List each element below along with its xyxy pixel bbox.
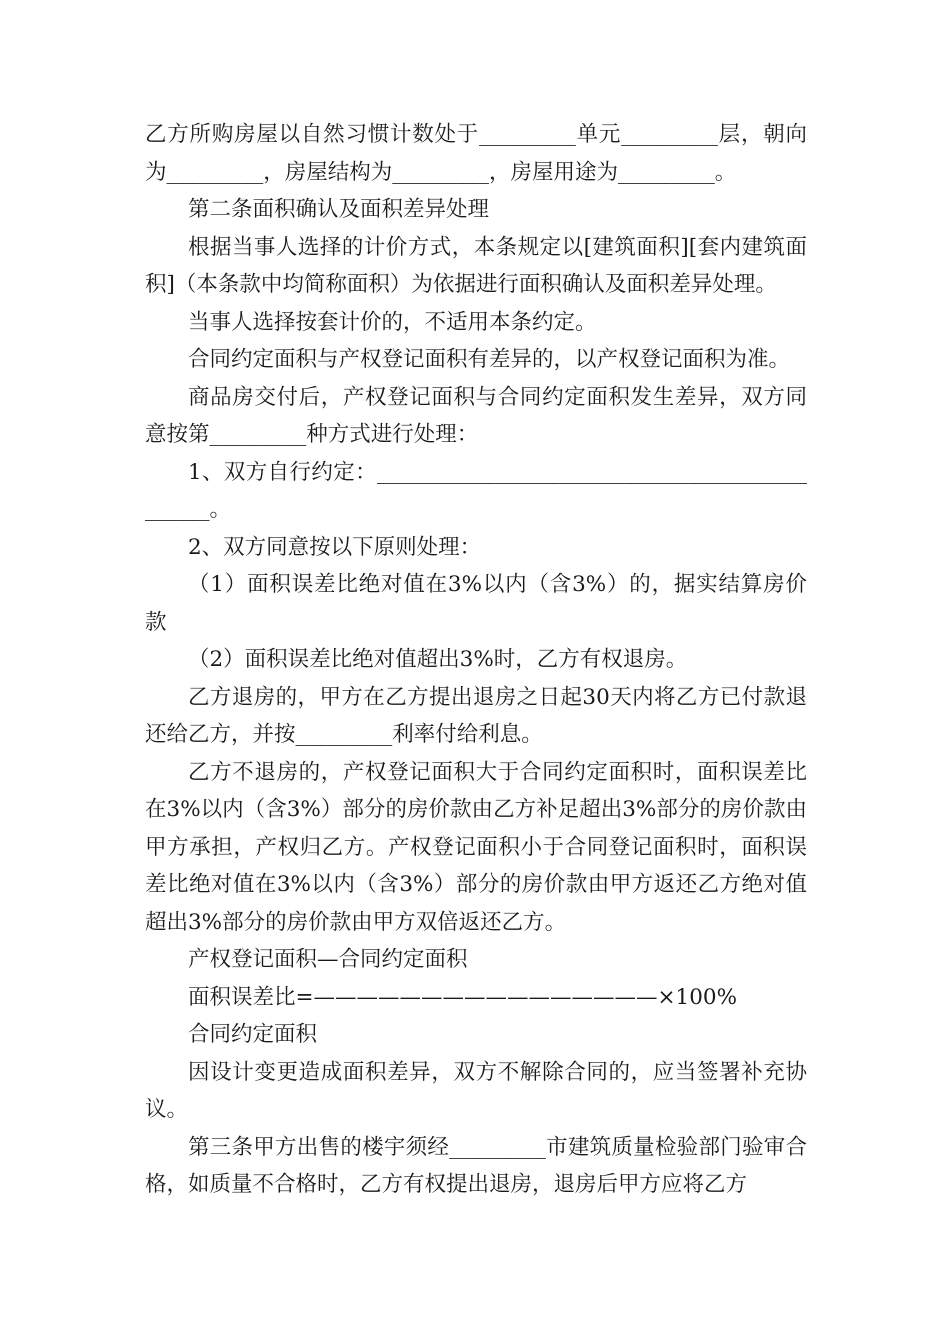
formula-numerator: 产权登记面积—合同约定面积 [188, 947, 468, 972]
paragraph-option-2: 2、双方同意按以下原则处理： [188, 534, 482, 560]
paragraph-refund: 乙方退房的，甲方在乙方提出退房之日起30天内将乙方已付款退还给乙方，并按_________利率付给利息。 [145, 684, 807, 747]
document-page [145, 116, 807, 1204]
paragraph-pricing-basis: 根据当事人选择的计价方式，本条规定以[建筑面积][套内建筑面积]（本条款中均简称面积）为依据进行面积确认及面积差异处理。 [145, 234, 807, 297]
paragraph-design-change: 因设计变更造成面积差异，双方不解除合同的，应当签署补充协议。 [145, 1059, 807, 1122]
paragraph-no-refund: 乙方不退房的，产权登记面积大于合同约定面积时，面积误差比在3%以内（含3%）部分的房价款由乙方补足超出3%部分的房价款由甲方承担，产权归乙方。产权登记面积小于合同登记面积时，面积误差比绝对值在3%以内（含3%）部分的房价款由甲方返还乙方绝对值超出3%部分的房价款由甲方双倍返还乙方。 [145, 759, 807, 935]
formula-line: 面积误差比=————————————————×100% [188, 984, 737, 1010]
formula-denominator: 合同约定面积 [188, 1022, 318, 1047]
article-3-paragraph: 第三条甲方出售的楼宇须经_________市建筑质量检验部门验审合格，如质量不合格时，乙方有权提出退房，退房后甲方应将乙方 [145, 1134, 807, 1197]
paragraph-floor-info: 乙方所购房屋以自然习惯计数处于_________单元_________层，朝向为_________，房屋结构为_________，房屋用途为_________。 [145, 122, 807, 185]
paragraph-rule-2: （2）面积误差比绝对值超出3%时，乙方有权退房。 [188, 647, 688, 672]
paragraph-per-unit-pricing: 当事人选择按套计价的，不适用本条约定。 [188, 309, 597, 335]
paragraph-registered-area: 合同约定面积与产权登记面积有差异的，以产权登记面积为准。 [188, 347, 791, 372]
article-2-heading: 第二条面积确认及面积差异处理 [188, 197, 490, 222]
paragraph-rule-1: （1）面积误差比绝对值在3%以内（含3%）的，据实结算房价款 [145, 572, 807, 635]
paragraph-area-difference: 商品房交付后，产权登记面积与合同约定面积发生差异，双方同意按第_________种方式进行处理： [145, 384, 807, 447]
paragraph-option-1: 1、双方自行约定：______________________________________________。 [145, 459, 807, 522]
